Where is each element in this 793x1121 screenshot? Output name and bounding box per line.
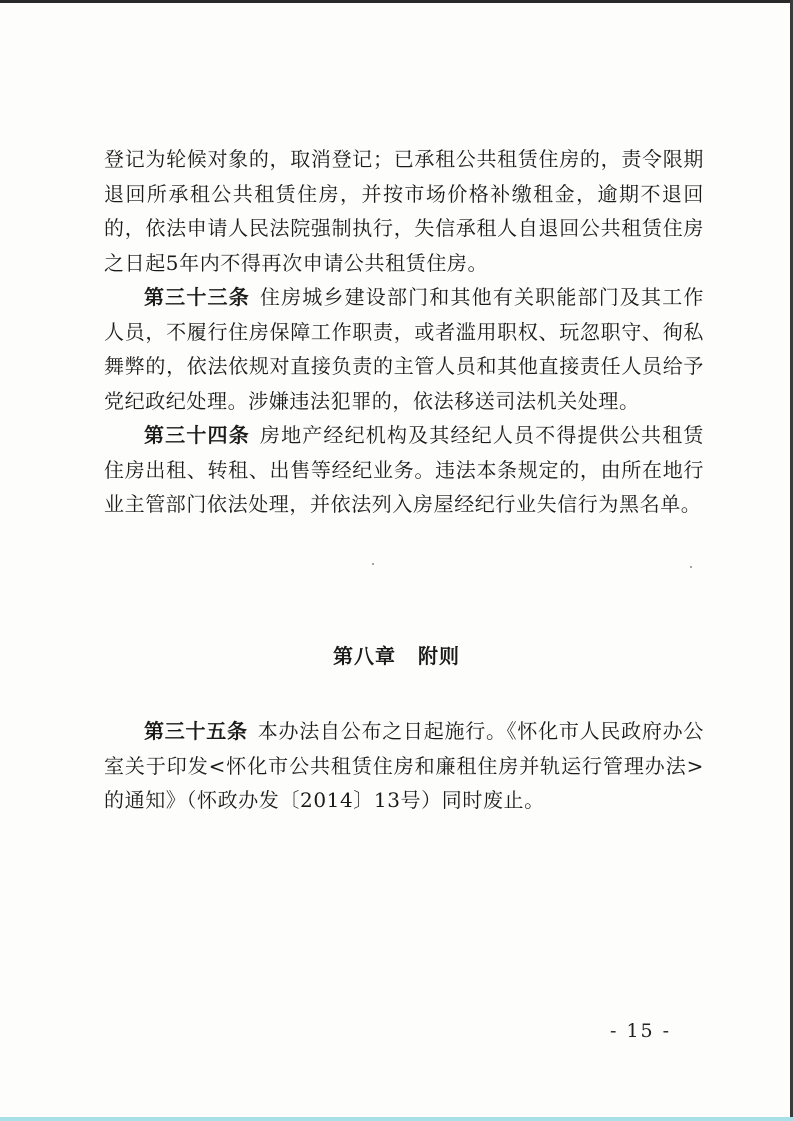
article-34 — [104, 418, 704, 522]
scan-edge-bottom — [0, 1117, 793, 1121]
article-33 — [104, 280, 704, 418]
article-33-heading: 第三十三条 — [144, 285, 250, 309]
body-text — [104, 142, 704, 522]
article-35-heading: 第三十五条 — [144, 719, 248, 743]
page-number: - 15 - — [610, 1020, 672, 1042]
scan-speck — [690, 566, 692, 568]
paragraph-continuation: 登记为轮候对象的，取消登记；已承租公共租赁住房的，责令限期退回所承租公共租赁住房，并按市场价格补缴租金，逾期不退回的，依法申请人民法院强制执行，失信承租人自退回公共租赁住房之日起5年内不得再次申请公共租赁住房。 — [104, 147, 704, 275]
article-33-body: 住房城乡建设部门和其他有关职能部门及其工作人员，不履行住房保障工作职责，或者滥用职权、玩忽职守、徇私舞弊的，依法依规对直接负责的主管人员和其他直接责任人员给予党纪政纪处理。涉嫌违法犯罪的，依法移送司法机关处理。 — [104, 285, 705, 413]
chapter-name: 附则 — [418, 644, 460, 668]
final-article-block — [104, 714, 704, 818]
article-34-body: 房地产经纪机构及其经纪人员不得提供公共租赁住房出租、转租、出售等经纪业务。违法本条规定的，由所在地行业主管部门依法处理，并依法列入房屋经纪行业失信行为黑名单。 — [104, 423, 705, 516]
article-35-body: 本办法自公布之日起施行。《怀化市人民政府办公室关于印发<怀化市公共租赁住房和廉租住房并轨运行管理办法>的通知》（怀政办发〔2014〕13号）同时废止。 — [104, 719, 705, 812]
chapter-title — [0, 640, 793, 669]
scan-speck — [372, 563, 374, 565]
article-35 — [104, 714, 704, 818]
scan-edge-top — [0, 0, 793, 3]
article-34-heading: 第三十四条 — [144, 423, 250, 447]
chapter-number: 第八章 — [333, 644, 396, 668]
